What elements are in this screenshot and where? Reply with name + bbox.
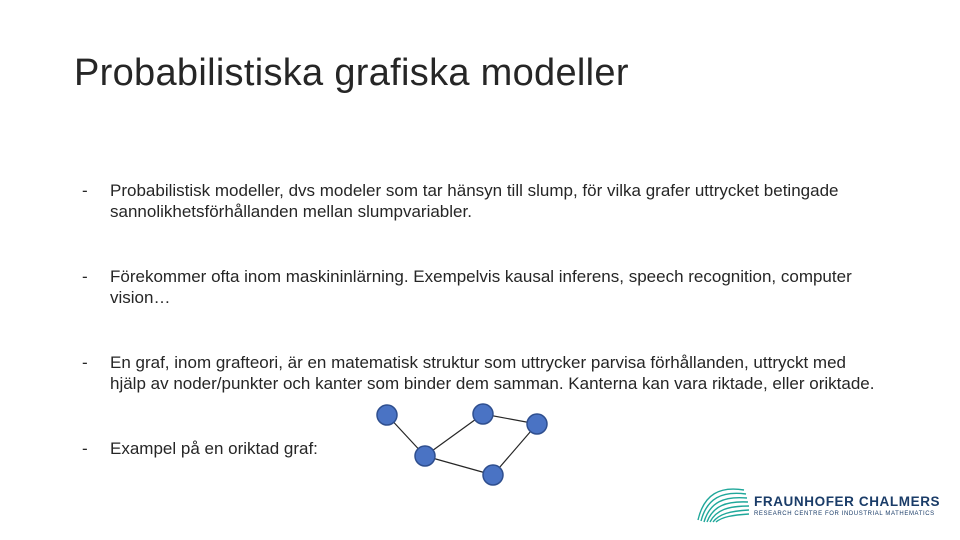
bullet-marker: -	[82, 181, 88, 200]
bullet-text: Exampel på en oriktad graf:	[110, 439, 318, 458]
bullet-text: Probabilistisk modeller, dvs modeler som tar hänsyn till slump, för vilka grafer uttrycket betingade sannolikhetsförhållanden mellan slumpvariabler.	[110, 181, 839, 221]
logo-tagline: RESEARCH CENTRE FOR INDUSTRIAL MATHEMATICS	[754, 511, 935, 517]
slide-title: Probabilistiska grafiska modeller	[74, 52, 629, 94]
logo-name: FRAUNHOFER CHALMERS	[754, 494, 941, 509]
bullet-item	[82, 180, 882, 222]
bullet-text: Förekommer ofta inom maskininlärning. Exempelvis kausal inferens, speech recognition, computer vision…	[110, 267, 852, 307]
bullet-marker: -	[82, 439, 88, 458]
bullet-marker: -	[82, 267, 88, 286]
fraunhofer-chalmers-logo	[694, 484, 941, 520]
bullet-list	[82, 180, 882, 459]
bullet-item	[82, 266, 882, 308]
graph-node	[483, 465, 503, 485]
bullet-text: En graf, inom grafteori, är en matematisk struktur som uttrycker parvisa förhållanden, uttryckt med hjälp av noder/punkter och kanter som binder dem samman. Kanterna kan vara riktade, eller oriktade.	[110, 353, 875, 393]
bullet-item	[82, 438, 882, 459]
wave-emblem-icon	[694, 484, 750, 524]
bullet-item	[82, 352, 882, 394]
bullet-marker: -	[82, 353, 88, 372]
